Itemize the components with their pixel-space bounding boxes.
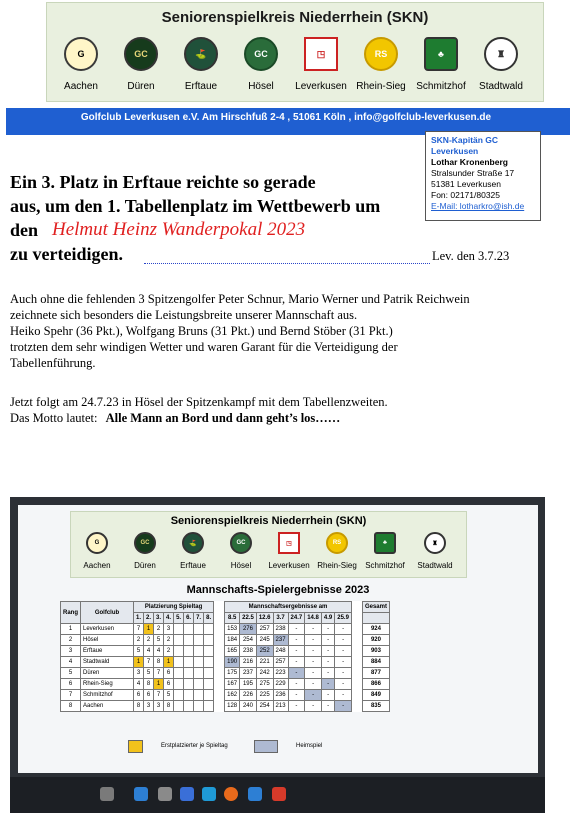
table-header-row	[61, 602, 390, 613]
rang-cell: 5	[61, 668, 81, 679]
photo-club	[313, 532, 361, 570]
table-row	[61, 701, 390, 712]
dueren-logo-icon: GC	[134, 532, 156, 554]
table-gap	[351, 635, 362, 646]
aachen-logo-icon: G	[64, 37, 98, 71]
club-schmitzhof	[411, 37, 471, 92]
score-cell: 245	[256, 635, 273, 646]
score-cell: 238	[273, 624, 288, 635]
headline-line-3: den	[10, 220, 39, 240]
placement-cell	[194, 624, 204, 635]
table-row	[61, 657, 390, 668]
date-header: 24.7	[288, 613, 305, 624]
photo-club-name: Hösel	[230, 561, 252, 570]
placement-cell	[204, 635, 214, 646]
table-body	[61, 624, 390, 712]
placement-cell	[184, 690, 194, 701]
score-cell: -	[335, 679, 352, 690]
hoesel-logo-icon: GC	[230, 532, 252, 554]
club-cell: Düren	[81, 668, 134, 679]
body-line: Heiko Spehr (36 Pkt.), Wolfgang Bruns (31 Pkt.) und Bernd Stöber (31 Pkt.)	[10, 324, 393, 338]
score-cell: 153	[225, 624, 240, 635]
score-cell: 240	[240, 701, 257, 712]
placement-cell	[184, 624, 194, 635]
rang-cell: 4	[61, 657, 81, 668]
letter-date: Lev. den 3.7.23	[432, 249, 510, 263]
table-row	[61, 646, 390, 657]
legend-home-label: Heimspiel	[296, 743, 323, 750]
score-cell: -	[305, 690, 322, 701]
placement-cell: 6	[164, 668, 174, 679]
schmitzhof-logo-icon: ♣	[374, 532, 396, 554]
photo-club	[361, 532, 409, 570]
score-cell: -	[288, 635, 305, 646]
score-cell: -	[335, 624, 352, 635]
col-rang: Rang	[61, 602, 81, 624]
placement-cell	[184, 635, 194, 646]
placement-cell: 7	[154, 668, 164, 679]
score-cell: -	[335, 701, 352, 712]
table-gap	[351, 657, 362, 668]
placement-cell	[174, 624, 184, 635]
windows-start-icon	[134, 787, 148, 801]
photo-club-name: Stadtwald	[417, 561, 453, 570]
table-gap	[351, 679, 362, 690]
stadtwald-logo-icon: ♜	[424, 532, 446, 554]
placement-cell	[184, 646, 194, 657]
table-gap	[351, 646, 362, 657]
placement-cell	[204, 657, 214, 668]
table-gap	[351, 690, 362, 701]
placement-cell: 5	[134, 646, 144, 657]
date-header: 25.9	[335, 613, 352, 624]
total-cell: 920	[362, 635, 389, 646]
hoesel-logo-icon: GC	[244, 37, 278, 71]
spieltag-header: 1.	[134, 613, 144, 624]
club-dueren	[111, 37, 171, 92]
score-cell: -	[305, 657, 322, 668]
rang-cell: 3	[61, 646, 81, 657]
aachen-logo-icon: G	[86, 532, 108, 554]
date-header: 12.6	[256, 613, 273, 624]
motto-label: Das Motto lautet:	[10, 411, 98, 425]
placement-cell	[194, 679, 204, 690]
total-cell: 849	[362, 690, 389, 701]
spieltag-header: 8.	[204, 613, 214, 624]
placement-cell: 6	[134, 690, 144, 701]
table-gap	[214, 602, 225, 624]
club-name: Rhein-Sieg	[356, 81, 406, 92]
placement-cell	[204, 679, 214, 690]
spieltag-header: 5.	[174, 613, 184, 624]
score-cell: 162	[225, 690, 240, 701]
club-cell: Aachen	[81, 701, 134, 712]
placement-cell	[174, 646, 184, 657]
col-golfclub: Golfclub	[81, 602, 134, 624]
photo-club-name: Aachen	[83, 561, 111, 570]
club-name: Stadtwald	[479, 81, 523, 92]
table-gap	[351, 602, 362, 624]
score-cell: -	[321, 690, 334, 701]
placement-cell: 2	[144, 635, 154, 646]
table-gap	[214, 624, 225, 635]
table-row	[61, 624, 390, 635]
table-gap	[214, 690, 225, 701]
club-name: Aachen	[64, 81, 98, 92]
score-cell: 257	[256, 624, 273, 635]
club-cell: Stadtwald	[81, 657, 134, 668]
placement-cell	[184, 679, 194, 690]
score-cell: 225	[256, 690, 273, 701]
body-line	[10, 411, 340, 426]
score-cell: 221	[256, 657, 273, 668]
placement-cell: 2	[164, 635, 174, 646]
contact-city: 51381 Leverkusen	[431, 179, 501, 189]
club-name: Düren	[127, 81, 155, 92]
score-cell: 216	[240, 657, 257, 668]
contact-phone: Fon: 02171/80325	[431, 190, 501, 200]
total-cell: 884	[362, 657, 389, 668]
rang-cell: 6	[61, 679, 81, 690]
photo-club	[411, 532, 459, 570]
photo-banner	[70, 511, 467, 578]
photo-club	[217, 532, 265, 570]
col-gesamt: Gesamt	[362, 602, 389, 613]
score-cell: 257	[273, 657, 288, 668]
placement-cell: 1	[134, 657, 144, 668]
score-cell: 195	[240, 679, 257, 690]
placement-cell: 2	[164, 646, 174, 657]
placement-cell: 4	[134, 679, 144, 690]
legend-blue-swatch	[254, 740, 278, 753]
body-line: Jetzt folgt am 24.7.23 in Hösel der Spitzenkampf mit dem Tabellenzweiten.	[10, 395, 388, 409]
spieltag-header: 6.	[184, 613, 194, 624]
table-row	[61, 668, 390, 679]
score-cell: 184	[225, 635, 240, 646]
score-cell: 242	[256, 668, 273, 679]
photo-club	[73, 532, 121, 570]
windows-taskbar	[10, 777, 545, 813]
schmitzhof-logo-icon: ♣	[424, 37, 458, 71]
score-cell: -	[288, 624, 305, 635]
score-cell: -	[288, 679, 305, 690]
placement-cell	[194, 668, 204, 679]
placement-cell	[194, 635, 204, 646]
club-cell: Rhein-Sieg	[81, 679, 134, 690]
score-cell: -	[321, 657, 334, 668]
search-icon	[158, 787, 172, 801]
placement-cell: 6	[144, 690, 154, 701]
photo-club-name: Erftaue	[180, 561, 206, 570]
placement-cell: 7	[154, 690, 164, 701]
placement-cell: 3	[134, 668, 144, 679]
club-name: Hösel	[248, 81, 274, 92]
club-name: Leverkusen	[295, 81, 347, 92]
score-cell: -	[288, 646, 305, 657]
spieltag-header: 3.	[154, 613, 164, 624]
placement-cell	[194, 701, 204, 712]
score-cell: 223	[273, 668, 288, 679]
placement-cell	[204, 624, 214, 635]
score-cell: -	[321, 668, 334, 679]
photo-club	[169, 532, 217, 570]
placement-cell	[204, 701, 214, 712]
club-name: Erftaue	[184, 81, 218, 92]
score-cell: -	[335, 657, 352, 668]
score-cell: 165	[225, 646, 240, 657]
placement-cell	[174, 679, 184, 690]
leverkusen-logo-icon: ◳	[278, 532, 300, 554]
score-cell: -	[335, 690, 352, 701]
score-cell: -	[305, 635, 322, 646]
rang-cell: 8	[61, 701, 81, 712]
placement-cell: 5	[164, 690, 174, 701]
stadtwald-logo-icon: ♜	[484, 37, 518, 71]
score-cell: -	[321, 646, 334, 657]
score-cell: -	[305, 646, 322, 657]
table-gap	[351, 668, 362, 679]
total-cell: 924	[362, 624, 389, 635]
placement-cell: 1	[144, 624, 154, 635]
table-gap	[351, 701, 362, 712]
table-row	[61, 690, 390, 701]
photo-club-name: Düren	[134, 561, 156, 570]
gesamt-subheader	[362, 613, 389, 624]
legend-first-place	[128, 737, 228, 755]
rang-cell: 1	[61, 624, 81, 635]
score-cell: -	[321, 635, 334, 646]
body-line: trotzten dem sehr windigen Wetter und waren Garant für die Verteidigung der	[10, 340, 398, 354]
club-rhein-sieg	[351, 37, 411, 92]
score-cell: -	[335, 668, 352, 679]
club-hoesel	[231, 37, 291, 92]
placement-cell	[194, 646, 204, 657]
total-cell: 835	[362, 701, 389, 712]
score-cell: -	[321, 701, 334, 712]
col-platzierung: Platzierung Spieltag	[134, 602, 214, 613]
score-cell: -	[288, 668, 305, 679]
score-cell: 167	[225, 679, 240, 690]
results-table	[60, 601, 390, 712]
placement-cell: 4	[154, 646, 164, 657]
headline-dotted-rule	[144, 263, 430, 264]
body-line: Tabellenführung.	[10, 356, 96, 370]
erftaue-logo-icon: ⛳	[182, 532, 204, 554]
col-ergebnisse: Mannschaftsergebnisse am	[225, 602, 352, 613]
table-row	[61, 635, 390, 646]
contact-name: Lothar Kronenberg	[431, 157, 508, 167]
date-header: 4.9	[321, 613, 334, 624]
photo-club	[265, 532, 313, 570]
placement-cell	[174, 657, 184, 668]
legend-first-label: Erstplatzierter je Spieltag	[161, 743, 228, 750]
placement-cell: 2	[154, 624, 164, 635]
score-cell: 254	[256, 701, 273, 712]
score-cell: 175	[225, 668, 240, 679]
contact-box	[425, 131, 541, 221]
club-leverkusen	[291, 37, 351, 92]
banner-title: Seniorenspielkreis Niederrhein (SKN)	[161, 9, 429, 26]
club-name: Schmitzhof	[416, 81, 466, 92]
trophy-name: Helmut Heinz Wanderpokal 2023	[52, 219, 306, 240]
score-cell: 237	[273, 635, 288, 646]
placement-cell: 4	[144, 646, 154, 657]
placement-cell: 1	[164, 657, 174, 668]
placement-cell	[194, 690, 204, 701]
table-gap	[351, 624, 362, 635]
score-cell: -	[321, 679, 334, 690]
placement-cell	[174, 701, 184, 712]
placement-cell	[174, 668, 184, 679]
score-cell: 254	[240, 635, 257, 646]
score-cell: 229	[273, 679, 288, 690]
placement-cell: 3	[164, 624, 174, 635]
placement-cell: 1	[154, 679, 164, 690]
score-cell: -	[321, 624, 334, 635]
total-cell: 866	[362, 679, 389, 690]
results-table-title: Mannschafts-Spielergebnisse 2023	[186, 584, 370, 596]
score-cell: -	[305, 701, 322, 712]
edge-icon	[202, 787, 216, 801]
rhein-sieg-logo-icon: RS	[326, 532, 348, 554]
club-stadtwald	[471, 37, 531, 92]
score-cell: -	[335, 635, 352, 646]
table-gap	[214, 679, 225, 690]
placement-cell: 7	[134, 624, 144, 635]
taskbar-icon	[100, 787, 114, 801]
placement-cell: 7	[144, 657, 154, 668]
firefox-icon	[224, 787, 238, 801]
table-gap	[214, 646, 225, 657]
score-cell: 248	[273, 646, 288, 657]
body-line: Auch ohne die fehlenden 3 Spitzengolfer Peter Schnur, Mario Werner und Patrik Reichwein	[10, 292, 470, 306]
date-header: 14.8	[305, 613, 322, 624]
spieltag-header: 7.	[194, 613, 204, 624]
placement-cell: 8	[144, 679, 154, 690]
spieltag-header: 4.	[164, 613, 174, 624]
headline-line-2: aus, um den 1. Tabellenplatz im Wettbewerb um	[10, 196, 381, 216]
placement-cell: 2	[134, 635, 144, 646]
score-cell: -	[305, 679, 322, 690]
score-cell: 276	[240, 624, 257, 635]
score-cell: 226	[240, 690, 257, 701]
photo-club-name: Rhein-Sieg	[317, 561, 357, 570]
table-gap	[214, 635, 225, 646]
placement-cell: 8	[164, 701, 174, 712]
club-erftaue	[171, 37, 231, 92]
task-view-icon	[180, 787, 194, 801]
placement-cell	[204, 690, 214, 701]
score-cell: -	[305, 624, 322, 635]
placement-cell: 8	[134, 701, 144, 712]
legend-home-game	[254, 737, 322, 755]
score-cell: 237	[240, 668, 257, 679]
photo-club-name: Schmitzhof	[365, 561, 405, 570]
rang-cell: 2	[61, 635, 81, 646]
photo-screen	[18, 505, 538, 773]
placement-cell	[184, 701, 194, 712]
headline-line-4: zu verteidigen.	[10, 244, 123, 264]
placement-cell: 3	[154, 701, 164, 712]
placement-cell	[194, 657, 204, 668]
photo-club-name: Leverkusen	[268, 561, 310, 570]
contact-email-link[interactable]: E-Mail: lotharkro@ish.de	[431, 201, 525, 211]
dueren-logo-icon: GC	[124, 37, 158, 71]
score-cell: 252	[256, 646, 273, 657]
body-line: zeichnete sich besonders die Leistungsbreite unserer Mannschaft aus.	[10, 308, 358, 322]
table-row	[61, 679, 390, 690]
placement-cell: 3	[144, 701, 154, 712]
date-header: 22.5	[240, 613, 257, 624]
leverkusen-logo-icon: ◳	[304, 37, 338, 71]
score-cell: -	[288, 701, 305, 712]
table-gap	[214, 657, 225, 668]
score-cell: -	[335, 646, 352, 657]
score-cell: -	[288, 657, 305, 668]
score-cell: 190	[225, 657, 240, 668]
contact-street: Stralsunder Straße 17	[431, 168, 515, 178]
score-cell: 213	[273, 701, 288, 712]
total-cell: 877	[362, 668, 389, 679]
photo-club	[121, 532, 169, 570]
placement-cell	[174, 635, 184, 646]
total-cell: 903	[362, 646, 389, 657]
club-aachen	[51, 37, 111, 92]
photo-banner-title: Seniorenspielkreis Niederrhein (SKN)	[170, 515, 367, 527]
legend-yellow-swatch	[128, 740, 143, 753]
score-cell: 128	[225, 701, 240, 712]
mail-icon	[248, 787, 262, 801]
club-cell: Leverkusen	[81, 624, 134, 635]
date-header: 8.5	[225, 613, 240, 624]
score-cell: 236	[273, 690, 288, 701]
address-text: Golfclub Leverkusen e.V. Am Hirschfuß 2-4 , 51061 Köln , info@golfclub-leverkusen.de	[80, 112, 492, 123]
rang-cell: 7	[61, 690, 81, 701]
club-cell: Erftaue	[81, 646, 134, 657]
rhein-sieg-logo-icon: RS	[364, 37, 398, 71]
placement-cell	[174, 690, 184, 701]
skn-header-banner	[46, 2, 544, 102]
spieltag-header: 2.	[144, 613, 154, 624]
placement-cell	[204, 668, 214, 679]
placement-cell	[184, 657, 194, 668]
erftaue-logo-icon: ⛳	[184, 37, 218, 71]
headline-line-1: Ein 3. Platz in Erftaue reichte so gerade	[10, 172, 316, 192]
score-cell: -	[305, 668, 322, 679]
date-header: 3.7	[273, 613, 288, 624]
placement-cell	[184, 668, 194, 679]
club-cell: Schmitzhof	[81, 690, 134, 701]
club-cell: Hösel	[81, 635, 134, 646]
score-cell: 275	[256, 679, 273, 690]
table-gap	[214, 701, 225, 712]
pdf-icon	[272, 787, 286, 801]
placement-cell: 6	[164, 679, 174, 690]
score-cell: 238	[240, 646, 257, 657]
placement-cell: 5	[154, 635, 164, 646]
placement-cell: 5	[144, 668, 154, 679]
table-gap	[214, 668, 225, 679]
motto-text: Alle Mann an Bord und dann geht’s los……	[105, 411, 341, 425]
placement-cell: 8	[154, 657, 164, 668]
placement-cell	[204, 646, 214, 657]
results-photo	[10, 497, 545, 813]
score-cell: -	[288, 690, 305, 701]
contact-role: SKN-Kapitän GC Leverkusen	[431, 135, 499, 156]
